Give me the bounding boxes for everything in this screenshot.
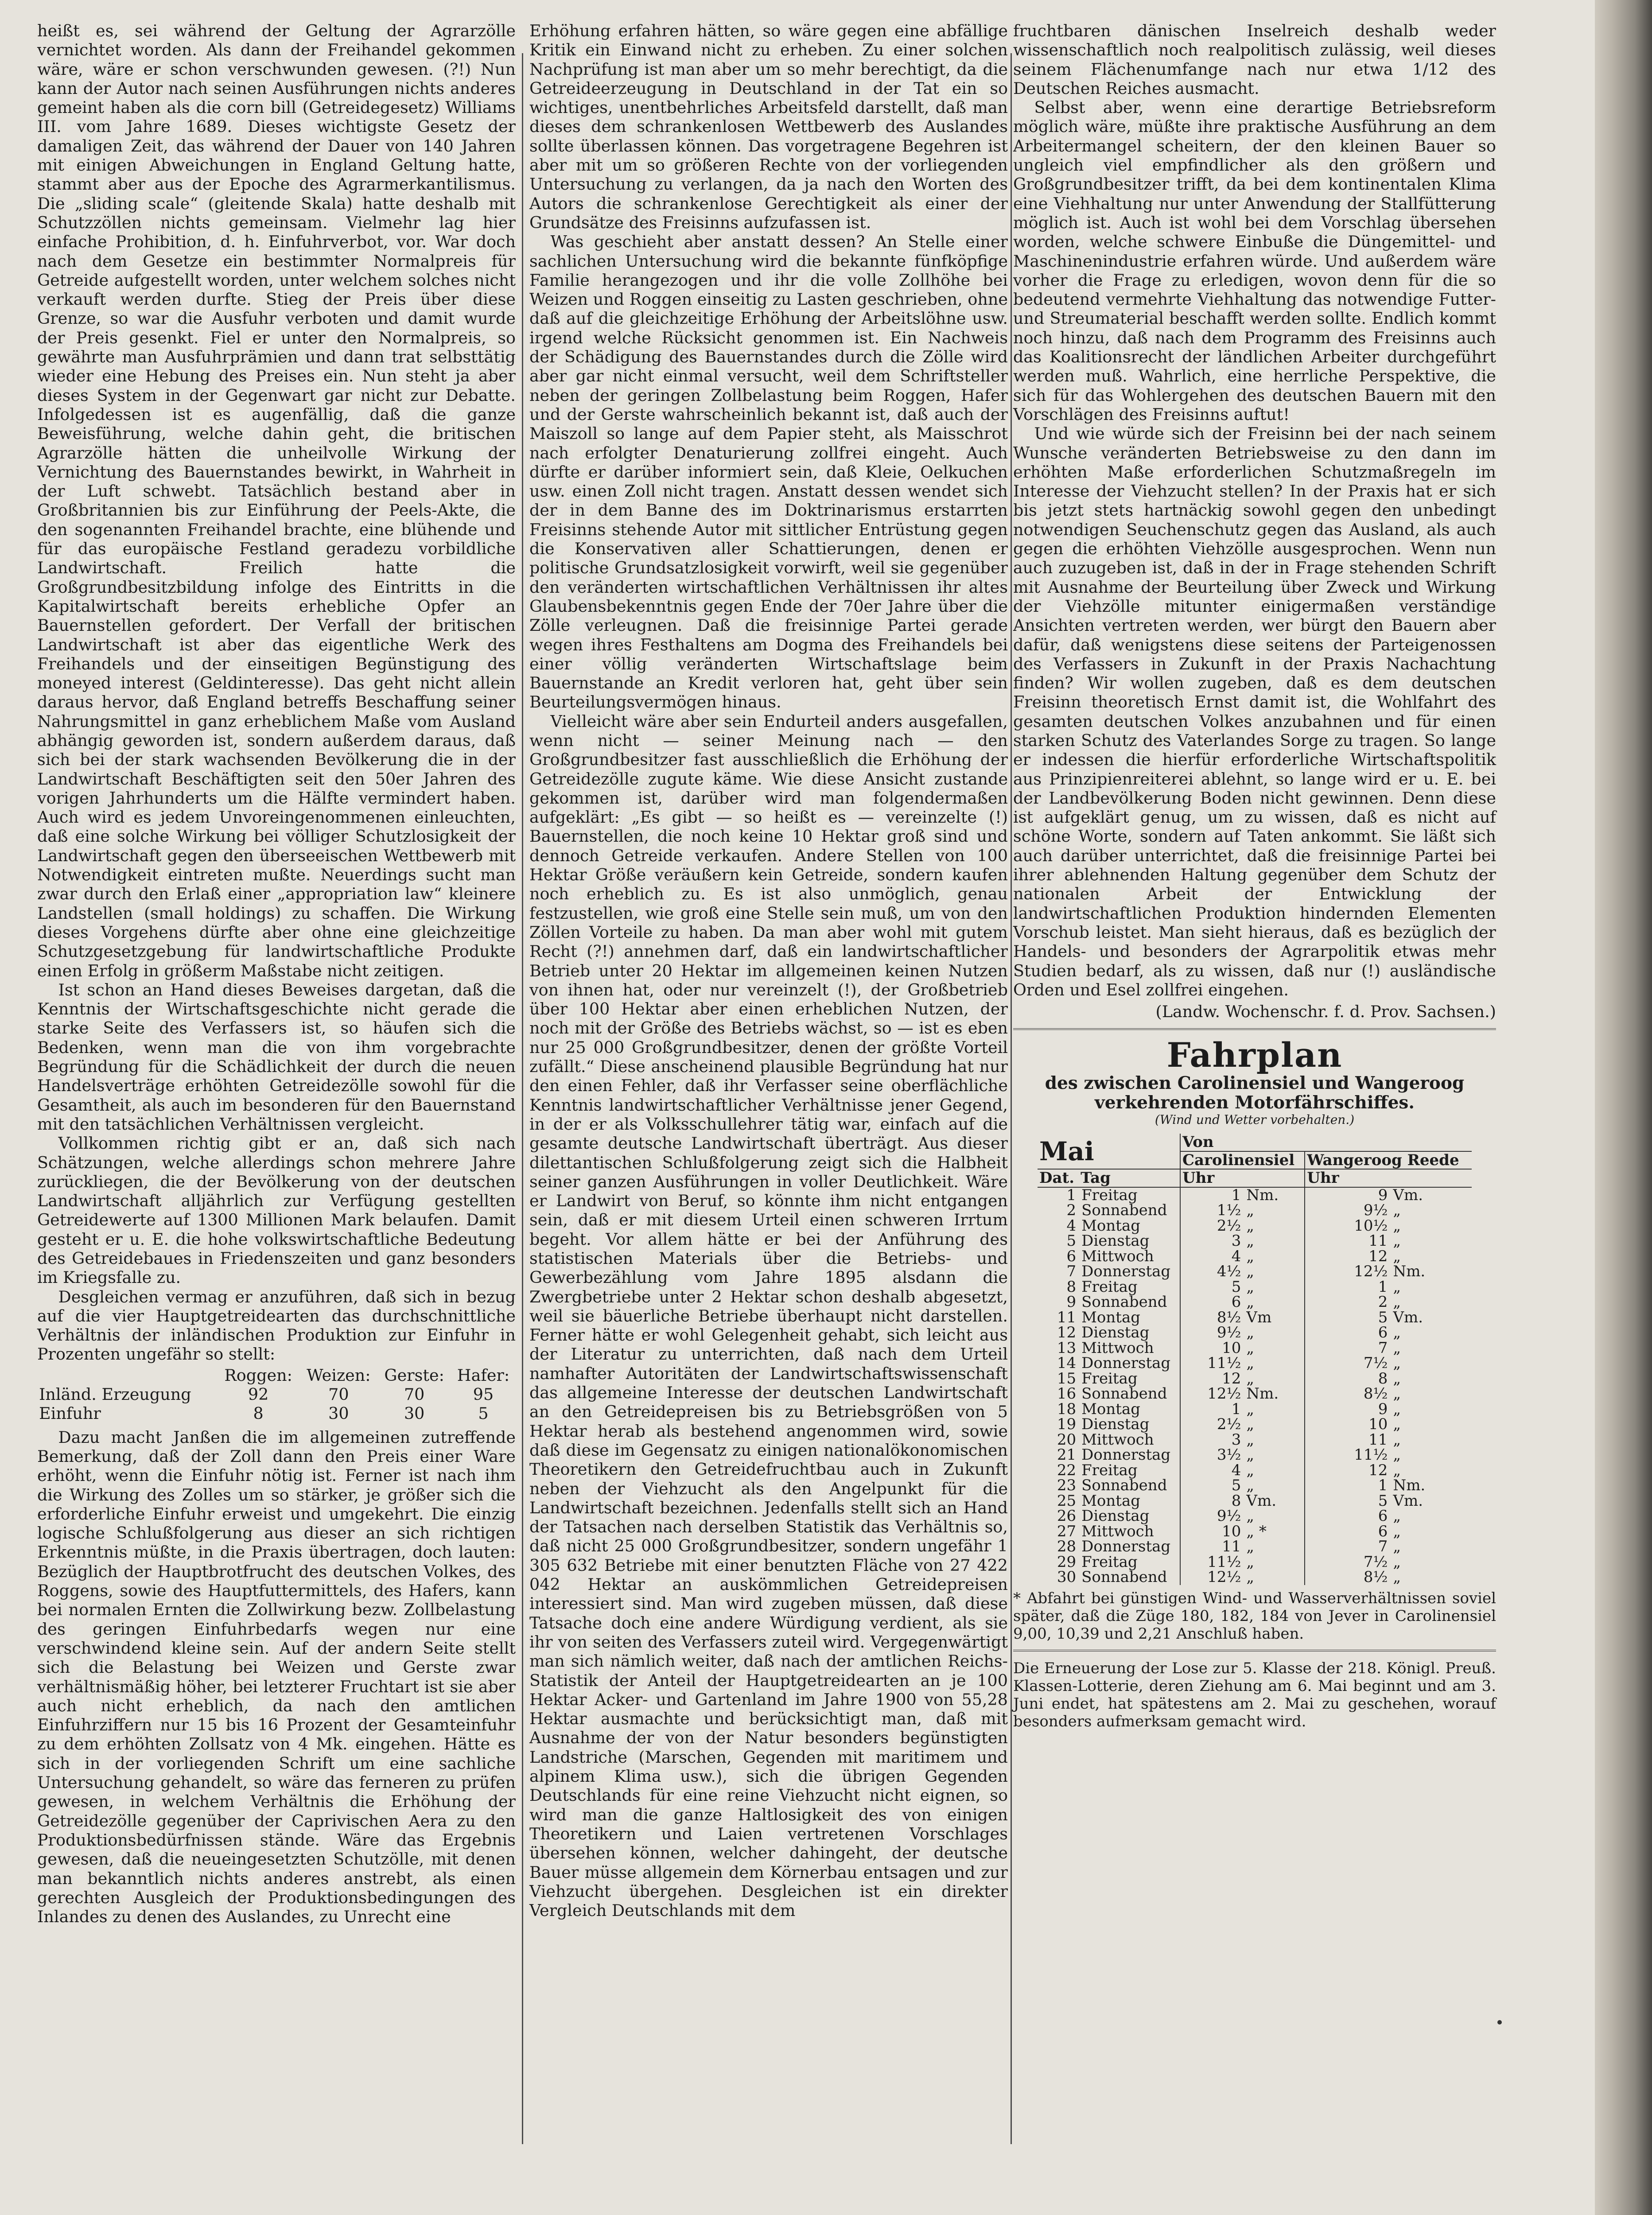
carolinensiel-heading: Carolinensiel	[1180, 1151, 1305, 1170]
date-cell: 19	[1057, 1415, 1077, 1434]
carolinensiel-period: „	[1246, 1339, 1255, 1357]
wangeroog-period: „	[1393, 1324, 1401, 1342]
table-row	[37, 1385, 516, 1404]
wangeroog-period: Vm.	[1393, 1308, 1423, 1326]
timetable-row	[1038, 1218, 1472, 1234]
wangeroog-time: 10	[1305, 1417, 1390, 1432]
carolinensiel-time: 3	[1180, 1233, 1244, 1249]
wangeroog-period: „	[1393, 1446, 1401, 1464]
header-cell: Hafer:	[457, 1365, 510, 1385]
wangeroog-period: „	[1393, 1354, 1401, 1372]
production-import-table	[37, 1366, 516, 1423]
timetable-row	[1038, 1356, 1472, 1371]
carolinensiel-time: 2½	[1180, 1417, 1244, 1432]
carolinensiel-time: 11½	[1180, 1554, 1244, 1570]
wangeroog-period: „	[1393, 1568, 1401, 1586]
timetable-row	[1038, 1203, 1472, 1218]
day-cell: Freitag	[1081, 1186, 1138, 1204]
wangeroog-time: 9½	[1305, 1203, 1390, 1218]
day-cell: Dienstag	[1081, 1232, 1150, 1250]
carolinensiel-period: Nm.	[1246, 1186, 1279, 1204]
von-heading: Von	[1180, 1134, 1472, 1151]
table-cell: 30	[404, 1404, 425, 1423]
timetable-row	[1038, 1478, 1472, 1493]
carolinensiel-time: 12½	[1180, 1386, 1244, 1402]
time-heading: Uhr	[1180, 1169, 1305, 1187]
carolinensiel-period: „	[1246, 1354, 1255, 1372]
timetable-table	[1038, 1134, 1472, 1585]
carolinensiel-period: „	[1246, 1568, 1255, 1586]
carolinensiel-period: „	[1246, 1538, 1255, 1556]
timetable-row	[1038, 1402, 1472, 1417]
wangeroog-time: 1	[1305, 1279, 1390, 1295]
paragraph: Erhöhung erfahren hätten, so wäre gegen eine abfällige Kritik ein Einwand nicht zu erheben. Zu einer solchen Nachprüfung ist man aber um so mehr berechtigt, da die Getreideerzeugung in Deutschland in der Tat ein so wichtiges, unentbehrliches Arbeitsfeld darstellt, daß man dieses dem schrankenlosen Wettbewerb des Auslandes sollte überlassen können. Das vorgetragene Begehren ist aber mit um so größeren Rechte von der vorliegenden Untersuchung zu verlangen, da ja nach den Worten des Autors die schrankenlose Gerechtigkeit als einer der Grundsätze des Freisinns aufzufassen ist.	[529, 21, 1008, 232]
carolinensiel-time: 10	[1180, 1341, 1244, 1356]
date-cell: 2	[1066, 1201, 1077, 1220]
timetable-row	[1038, 1524, 1472, 1539]
date-cell: 5	[1066, 1232, 1077, 1250]
date-cell: 28	[1057, 1538, 1077, 1556]
date-cell: 11	[1057, 1308, 1077, 1326]
carolinensiel-period: „	[1246, 1324, 1255, 1342]
carolinensiel-time: 1	[1180, 1402, 1244, 1417]
carolinensiel-period: „	[1246, 1446, 1255, 1464]
date-cell: 1	[1066, 1186, 1077, 1204]
carolinensiel-time: 5	[1180, 1478, 1244, 1493]
table-header-row	[37, 1366, 516, 1385]
carolinensiel-period: „	[1246, 1293, 1255, 1311]
column-rule	[1011, 53, 1012, 2144]
header-cell: Weizen:	[307, 1365, 371, 1385]
timetable-row	[1038, 1432, 1472, 1448]
carolinensiel-period: Vm	[1246, 1308, 1272, 1326]
carolinensiel-period: Nm.	[1246, 1385, 1279, 1403]
column-left	[37, 21, 516, 1926]
table-cell: 95	[473, 1385, 494, 1404]
wangeroog-time: 12	[1305, 1249, 1390, 1264]
day-cell: Montag	[1081, 1492, 1140, 1510]
ink-spot	[1497, 2020, 1502, 2025]
timetable-row	[1038, 1554, 1472, 1570]
timetable-row	[1038, 1386, 1472, 1402]
timetable-row	[1038, 1294, 1472, 1310]
wangeroog-time: 11	[1305, 1432, 1390, 1448]
date-cell: 13	[1057, 1339, 1077, 1357]
timetable-note: (Wind und Wetter vorbehalten.)	[1154, 1112, 1355, 1127]
date-cell: 4	[1066, 1216, 1077, 1235]
timetable-row	[1038, 1310, 1472, 1325]
timetable-row	[1038, 1279, 1472, 1295]
wangeroog-period: „	[1393, 1400, 1401, 1418]
date-cell: 21	[1057, 1446, 1077, 1464]
date-cell: 25	[1057, 1492, 1077, 1510]
column-right	[1013, 21, 1496, 1730]
wangeroog-period: „	[1393, 1201, 1401, 1220]
carolinensiel-period: „	[1246, 1232, 1255, 1250]
carolinensiel-period: „	[1246, 1369, 1255, 1387]
wangeroog-period: Vm.	[1393, 1492, 1423, 1510]
day-cell: Mittwoch	[1081, 1522, 1154, 1540]
day-cell: Sonnabend	[1081, 1477, 1167, 1495]
date-cell: 26	[1057, 1507, 1077, 1525]
table-cell: 70	[328, 1385, 349, 1404]
header-cell: Roggen:	[224, 1365, 292, 1385]
wangeroog-period: „	[1393, 1339, 1401, 1357]
wangeroog-heading: Wangeroog Reede	[1305, 1151, 1472, 1170]
source-citation: (Landw. Wochenschr. f. d. Prov. Sachsen.)	[1155, 1002, 1496, 1022]
date-cell: 8	[1066, 1278, 1077, 1296]
timetable-footnote: * Abfahrt bei günstigen Wind- und Wasserverhältnissen soviel später, daß die Züge 180, 182, 184 von Jever in Carolinensiel 9,00, 10,39 und 2,21 Anschluß haben.	[1013, 1589, 1496, 1643]
wangeroog-time: 5	[1305, 1493, 1390, 1509]
timetable-row	[1038, 1508, 1472, 1524]
wangeroog-time: 11½	[1305, 1447, 1390, 1463]
day-cell: Donnerstag	[1081, 1446, 1171, 1464]
date-cell: 6	[1066, 1247, 1077, 1265]
carolinensiel-period: „	[1246, 1216, 1255, 1235]
day-cell: Freitag	[1081, 1278, 1138, 1296]
day-cell: Sonnabend	[1081, 1385, 1167, 1403]
wangeroog-time: 1	[1305, 1478, 1390, 1493]
carolinensiel-time: 4½	[1180, 1264, 1244, 1279]
table-cell: 92	[248, 1385, 269, 1404]
wangeroog-time: 12	[1305, 1463, 1390, 1478]
wangeroog-period: „	[1393, 1247, 1401, 1265]
row-label: Inländ. Erzeugung	[39, 1385, 191, 1404]
timetable-row	[1038, 1493, 1472, 1509]
day-cell: Freitag	[1081, 1553, 1138, 1571]
carolinensiel-time: 12½	[1180, 1570, 1244, 1585]
carolinensiel-period: Vm.	[1246, 1492, 1277, 1510]
carolinensiel-period: „	[1246, 1263, 1255, 1281]
month-heading: Mai	[1038, 1134, 1180, 1169]
day-cell: Mittwoch	[1081, 1339, 1154, 1357]
day-cell: Sonnabend	[1081, 1568, 1167, 1586]
carolinensiel-time: 10	[1180, 1524, 1244, 1539]
wangeroog-time: 10½	[1305, 1218, 1390, 1234]
day-cell: Sonnabend	[1081, 1201, 1167, 1220]
wangeroog-time: 7½	[1305, 1554, 1390, 1570]
timetable-subtitle: des zwischen Carolinensiel und Wangeroog	[1045, 1073, 1465, 1094]
column-rule	[522, 53, 523, 2144]
timetable-subtitle: verkehrenden Motorfährschiffes.	[1095, 1092, 1415, 1113]
timetable-row	[1038, 1417, 1472, 1432]
carolinensiel-time: 2½	[1180, 1218, 1244, 1234]
wangeroog-period: „	[1393, 1461, 1401, 1479]
wangeroog-time: 8½	[1305, 1386, 1390, 1402]
paragraph: Selbst aber, wenn eine derartige Betriebsreform möglich wäre, müßte ihre praktische Ausführung an dem Arbeitermangel scheitern, der den kleinen Bauer so ungleich viel empfindlicher als den größern und Großgrundbesitzer trifft, da bei dem kontinentalen Klima eine Viehhaltung nur unter Anwendung der Stallfütterung möglich ist. Auch ist wohl bei dem Vorschlag übersehen worden, welche schwere Einbuße die Düngemittel- und Maschinenindustrie erfahren würde. Und außerdem wäre vorher die Frage zu erledigen, wovon denn für die so bedeutend vermehrte Viehhaltung das notwendige Futter- und Streumaterial beschafft werden sollte. Endlich kommt noch hinzu, daß nach dem Programm des Freisinns auch das Koalitionsrecht der ländlichen Arbeiter durchgeführt werden muß. Wahrlich, eine herrliche Perspektive, die sich für das Wohlergehen des deutschen Bauern mit den Vorschlägen des Freisinns auftut!	[1013, 98, 1496, 424]
timetable-row	[1038, 1264, 1472, 1279]
wangeroog-period: „	[1393, 1538, 1401, 1556]
date-cell: 18	[1057, 1400, 1077, 1418]
wangeroog-time: 5	[1305, 1310, 1390, 1325]
page-edge	[1595, 0, 1652, 2215]
day-cell: Freitag	[1081, 1369, 1138, 1387]
carolinensiel-period: „	[1246, 1247, 1255, 1265]
timetable-body	[1038, 1187, 1472, 1585]
date-cell: 27	[1057, 1522, 1077, 1540]
timetable-row	[1038, 1325, 1472, 1341]
row-label: Einfuhr	[39, 1404, 101, 1423]
day-cell: Donnerstag	[1081, 1538, 1171, 1556]
date-cell: 20	[1057, 1430, 1077, 1449]
wangeroog-period: „	[1393, 1385, 1401, 1403]
wangeroog-period: „	[1393, 1430, 1401, 1449]
table-cell: 70	[404, 1385, 425, 1404]
carolinensiel-time: 11½	[1180, 1356, 1244, 1371]
carolinensiel-time: 1	[1180, 1187, 1244, 1203]
carolinensiel-period: „	[1246, 1507, 1255, 1525]
timetable-row	[1038, 1249, 1472, 1264]
wangeroog-period: „	[1393, 1216, 1401, 1235]
carolinensiel-time: 12	[1180, 1371, 1244, 1387]
date-cell: 22	[1057, 1461, 1077, 1479]
table-row	[37, 1404, 516, 1423]
table-cell: 5	[478, 1404, 489, 1423]
paragraph: Desgleichen vermag er anzuführen, daß sich in bezug auf die vier Hauptgetreidearten das durchschnittliche Verhältnis der inländischen Produktion zur Einfuhr in Prozenten ungefähr so stellt:	[37, 1287, 516, 1364]
carolinensiel-time: 6	[1180, 1294, 1244, 1310]
timetable-row	[1038, 1447, 1472, 1463]
wangeroog-time: 8	[1305, 1371, 1390, 1387]
day-cell: Montag	[1081, 1216, 1140, 1235]
wangeroog-period: „	[1393, 1293, 1401, 1311]
timetable-row	[1038, 1570, 1472, 1585]
day-cell: Freitag	[1081, 1461, 1138, 1479]
wangeroog-period: „	[1393, 1369, 1401, 1387]
lottery-notice: Die Erneuerung der Lose zur 5. Klasse der 218. Königl. Preuß. Klassen-Lotterie, deren Ziehung am 6. Mai beginnt und am 3. Juni endet, hat spätestens am 2. Mai zu geschehen, worauf besonders aufmerksam gemacht wird.	[1013, 1659, 1496, 1730]
day-cell: Dienstag	[1081, 1507, 1150, 1525]
table-cell: 30	[328, 1404, 349, 1423]
carolinensiel-period: „	[1246, 1400, 1255, 1418]
wangeroog-period: „	[1393, 1553, 1401, 1571]
wangeroog-period: Nm.	[1393, 1263, 1426, 1281]
carolinensiel-time: 1½	[1180, 1203, 1244, 1218]
wangeroog-period: „	[1393, 1232, 1401, 1250]
wangeroog-time: 6	[1305, 1524, 1390, 1539]
section-divider	[1013, 1028, 1496, 1030]
wangeroog-time: 6	[1305, 1325, 1390, 1341]
timetable-row	[1038, 1463, 1472, 1478]
paragraph: Vollkommen richtig gibt er an, daß sich nach Schätzungen, welche allerdings schon mehrere Jahre zurückliegen, die der Bevölkerung von der deutschen Landwirtschaft alljährlich zur Verfügung gestellten Getreidewerte auf 1300 Millionen Mark belaufen. Damit gesteht er u. E. die hohe volkswirtschaftliche Bedeutung des Getreidebaues in Friedenszeiten und ganz besonders im Kriegsfalle zu.	[37, 1134, 516, 1287]
carolinensiel-period: „	[1246, 1415, 1255, 1434]
carolinensiel-period: „	[1246, 1201, 1255, 1220]
day-cell: Dienstag	[1081, 1415, 1150, 1434]
timetable-row	[1038, 1371, 1472, 1387]
carolinensiel-time: 4	[1180, 1249, 1244, 1264]
header-cell: Gerste:	[384, 1365, 444, 1385]
wangeroog-time: 7½	[1305, 1356, 1390, 1371]
date-cell: 14	[1057, 1354, 1077, 1372]
day-cell: Mittwoch	[1081, 1247, 1154, 1265]
carolinensiel-time: 11	[1180, 1539, 1244, 1554]
day-cell: Dienstag	[1081, 1324, 1150, 1342]
paragraph: Ist schon an Hand dieses Beweises dargetan, daß die Kenntnis der Wirtschaftsgeschichte nicht gerade die starke Seite des Verfassers ist, so häufen sich die Bedenken, wenn man die von ihm vorgebrachte Begründung für die Schädlichkeit der durch die neuen Handelsverträge erhöhten Getreidezölle sowohl für die Gesamtheit, als auch im besonderen für den Bauernstand mit den tatsächlichen Verhältnissen vergleicht.	[37, 980, 516, 1134]
timetable-title: Fahrplan	[1166, 1035, 1343, 1075]
carolinensiel-time: 8	[1180, 1493, 1244, 1509]
date-cell: 29	[1057, 1553, 1077, 1571]
paragraph: Dazu macht Janßen die im allgemeinen zutreffende Bemerkung, daß der Zoll dann den Preis einer Ware erhöht, wenn die Einfuhr nötig ist. Ferner ist nach ihm die Wirkung des Zolles um so stärker, je größer sich die erforderliche Einfuhr erweist und umgekehrt. Die einzig logische Schlußfolgerung aus dieser an sich richtigen Erkenntnis müßte, in die Praxis übertragen, doch lauten: Bezüglich der Hauptbrotfrucht des deutschen Volkes, des Roggens, sowie des Hauptfuttermittels, des Hafers, kann bei normalen Ernten die Zollwirkung bezw. Zollbelastung des geringen Einfuhrbedarfs wegen nur eine verschwindend kleine sein. Auf der andern Seite stellt sich die Belastung bei Weizen und Gerste zwar verhältnismäßig höher, bei letzterer Fruchtart ist sie aber auch nicht erheblich, da nach den amtlichen Einfuhrziffern nur 15 bis 16 Prozent der Gesamteinfuhr zu dem erhöhten Zollsatz von 4 Mk. eingehen. Hätte es sich in der vorliegenden Schrift um eine sachliche Untersuchung gehandelt, so wäre das ferneren zu prüfen gewesen, in welchem Verhältnis die Erhöhung der Getreidezölle gegenüber der Caprivischen Aera zu den Produktionsbedürfnissen stände. Wäre das Ergebnis gewesen, daß die neueingesetzten Schutzölle, mit denen man bekanntlich nichts anderes anstrebt, als einen gerechten Ausgleich der Produktionsbedingungen des Inlandes zu denen des Auslandes, zu Unrecht eine	[37, 1427, 516, 1927]
timetable-row	[1038, 1341, 1472, 1356]
date-heading: Dat.	[1038, 1169, 1079, 1187]
wangeroog-time: 7	[1305, 1341, 1390, 1356]
timetable-row	[1038, 1539, 1472, 1554]
wangeroog-period: „	[1393, 1278, 1401, 1296]
carolinensiel-time: 3	[1180, 1432, 1244, 1448]
wangeroog-time: 9	[1305, 1402, 1390, 1417]
timetable-row	[1038, 1233, 1472, 1249]
wangeroog-time: 12½	[1305, 1264, 1390, 1279]
carolinensiel-time: 4	[1180, 1463, 1244, 1478]
wangeroog-period: „	[1393, 1522, 1401, 1540]
wangeroog-time: 9	[1305, 1187, 1390, 1203]
column-middle	[529, 21, 1008, 1920]
date-cell: 15	[1057, 1369, 1077, 1387]
time-heading: Uhr	[1305, 1169, 1472, 1187]
wangeroog-period: Nm.	[1393, 1477, 1426, 1495]
carolinensiel-time: 8½	[1180, 1310, 1244, 1325]
carolinensiel-time: 9½	[1180, 1325, 1244, 1341]
wangeroog-time: 6	[1305, 1508, 1390, 1524]
wangeroog-time: 2	[1305, 1294, 1390, 1310]
ferry-timetable	[1013, 1037, 1496, 1643]
carolinensiel-time: 3½	[1180, 1447, 1244, 1463]
day-heading: Tag	[1079, 1169, 1180, 1187]
paragraph: heißt es, sei während der Geltung der Agrarzölle vernichtet worden. Als dann der Freihandel gekommen wäre, wäre er schon verschwunden gewesen. (?!) Nun kann der Autor nach seinen Ausführungen nichts anderes gemeint haben als die corn bill (Getreidegesetz) Williams III. vom Jahre 1689. Dieses wichtigste Gesetz der damaligen Zeit, das während der Dauer von 140 Jahren mit einigen Abweichungen in England Geltung hatte, stammt aber aus der Epoche des Agrarmerkantilismus. Die „sliding scale“ (gleitende Skala) hatte deshalb mit Schutzzöllen nichts gemeinsam. Vielmehr lag hier einfache Prohibition, d. h. Einfuhrverbot, vor. War doch nach dem Gesetze ein bestimmter Normalpreis für Getreide aufgestellt worden, unter welchem solches nicht verkauft werden durfte. Stieg der Preis über diese Grenze, so war die Ausfuhr verboten und damit wurde der Preis gesenkt. Fiel er unter den Normalpreis, so gewährte man Ausfuhrprämien und dann trat selbsttätig wieder eine Hebung des Preises ein. Nun steht ja aber dieses System in der Gegenwart gar nicht zur Debatte. Infolgedessen ist es augenfällig, daß die ganze Beweisführung, welche dahin geht, die britischen Agrarzölle hätten die unheilvolle Wirkung der Vernichtung des Bauernstandes bewirkt, in Wahrheit in der Luft schwebt. Tatsächlich bestand aber in Großbritannien bis zur Einführung der Peels-Akte, die den sogenannten Freihandel brachte, eine blühende und für das europäische Festland geradezu vorbildliche Landwirtschaft. Freilich hatte die Großgrundbesitzbildung infolge des Eintritts in die Kapitalwirtschaft bereits erhebliche Opfer an Bauernstellen gefordert. Der Verfall der britischen Landwirtschaft ist aber das eigentliche Werk des Freihandels und der einseitigen Begünstigung des moneyed interest (Geldinteresse). Das geht nicht allein daraus hervor, daß England betreffs Beschaffung seiner Nahrungsmittel in ganz erheblichem Maße vom Ausland abhängig geworden ist, sondern außerdem daraus, daß sich bei der stark wachsenden Bevölkerung die in der Landwirtschaft Beschäftigten seit den 50er Jahren des vorigen Jahrhunderts um die Hälfte vermindert haben. Auch wird es jedem Unvoreingenommenen einleuchten, daß eine solche Wirkung bei völliger Schutzlosigkeit der Landwirtschaft gegen den überseeischen Wettbewerb mit Notwendigkeit eintreten mußte. Neuerdings sucht man zwar durch den Erlaß einer „appropriation law“ kleinere Landstellen (small holdings) zu schaffen. Die Wirkung dieses Vorgehens dürfte aber ohne eine gleichzeitige Schutzgesetzgebung für landwirtschaftliche Produkte einen Erfolg in größerm Maßstabe nicht zeitigen.	[37, 21, 516, 980]
paragraph: Vielleicht wäre aber sein Endurteil anders ausgefallen, wenn nicht — seiner Meinung nach — den Großgrundbesitzer fast ausschließlich die Erhöhung der Getreidezölle zugute käme. Wie diese Ansicht zustande gekommen ist, darüber wird man folgendermaßen aufgeklärt: „Es gibt — so heißt es — vereinzelte (!) Bauernstellen, die noch keine 10 Hektar groß sind und dennoch Getreide verkaufen. Andere Stellen von 100 Hektar Größe veräußern kein Getreide, sondern kaufen noch erheblich zu. Es ist also unmöglich, genau festzustellen, wie groß eine Stelle sein muß, um von den Zöllen Vorteile zu haben. Da man aber wohl mit gutem Recht (?!) annehmen darf, daß ein landwirtschaftlicher Betrieb unter 20 Hektar im allgemeinen keinen Nutzen von ihnen hat, oder nur vereinzelt (!), der Großbetrieb über 100 Hektar aber einen erheblichen Nutzen, der noch mit der Größe des Betriebs wächst, so — ist es eben nur 25 000 Großgrundbesitzer, denen der größte Vorteil zufällt.“ Diese anscheinend plausible Begründung hat nur den einen Fehler, daß ihr Verfasser seine oberflächliche Kenntnis landwirtschaftlicher Verhältnisse jener Gegend, in der er als Volksschullehrer tätig war, einfach auf die gesamte deutsche Landwirtschaft überträgt. Aus dieser dilettantischen Schlußfolgerung zeigt sich die Halbheit seiner ganzen Ausführungen in voller Deutlichkeit. Wäre er Landwirt von Beruf, so könnte ihm nicht entgangen sein, daß er mit diesem Urteil einen schweren Irrtum begeht. Vor allem hätte er bei der Anführung des statistischen Materials über die Betriebs- und Gewerbezählung vom Jahre 1895 alsdann die Zwergbetriebe unter 2 Hektar schon deshalb abgesetzt, weil sie bäuerliche Betriebe überhaupt nicht darstellen. Ferner hätte er wohl Gelegenheit gehabt, sich leicht aus der Literatur zu unterrichten, daß nach dem Urteil namhafter Autoritäten der Landwirtschaftswissenschaft das allgemeine Interesse der deutschen Landwirtschaft an den Getreidepreisen bis zu Betriebsgrößen von 5 Hektar herab als bestehend angenommen wird, sowie daß diese im Gegensatz zu einigen nationalökonomischen Theoretikern den Getreidefruchtbau auch in Zukunft neben der Viehzucht als den Angelpunkt für die Landwirtschaft bezeichnen. Jedenfalls stellt sich an Hand der Tatsachen nach derselben Statistik das Verhältnis so, daß nicht 25 000 Großgrundbesitzer, sondern ungefähr 1 305 632 Betriebe mit einer benutzten Fläche von 27 422 042 Hektar an auskömmlichen Getreidepreisen interessiert sind. Man wird zugeben müssen, daß diese Tatsache doch eine andere Würdigung verdient, als sie ihr von seiten des Verfassers zuteil wird. Vergegenwärtigt man sich nämlich weiter, daß nach der amtlichen Reichs-Statistik der Anteil der Hauptgetreidearten an je 100 Hektar Acker- und Gartenland im Jahre 1900 von 55,28 Hektar ausmachte und berücksichtigt man, daß mit Ausnahme der von der Natur besonders begünstigten Landstriche (Marschen, Gegenden mit maritimem und alpinem Klima usw.), sich die übrigen Gegenden Deutschlands für eine reine Viehzucht nicht eignen, so wird man die ganze Haltlosigkeit des von einigen Theoretikern und Laien vertretenen Vorschlages übersehen können, welcher dahingeht, der deutsche Bauer müsse allgemein dem Körnerbau entsagen und zur Viehzucht übergehen. Desgleichen ist ein direkter Vergleich Deutschlands mit dem	[529, 711, 1008, 1920]
date-cell: 23	[1057, 1477, 1077, 1495]
wangeroog-period: „	[1393, 1415, 1401, 1434]
paragraph: Und wie würde sich der Freisinn bei der nach seinem Wunsche veränderten Betriebsweise zu den dann im erhöhten Maße erforderlichen Schutzmaßregeln im Interesse der Viehzucht stellen? In der Praxis hat er sich bis jetzt stets hartnäckig sowohl gegen den unbedingt notwendigen Seuchenschutz gegen das Ausland, als auch gegen die erhöhten Viehzölle ausgesprochen. Wenn nun auch zuzugeben ist, daß in der in Frage stehenden Schrift mit Ausnahme der Beurteilung über Zweck und Wirkung der Viehzölle mitunter einigermaßen verständige Ansichten vertreten werden, wer bürgt den Bauern aber dafür, daß wenigstens diese seitens der Parteigenossen des Verfassers in Zukunft in der Praxis Nachachtung finden? Wir wollen zugeben, daß es dem deutschen Freisinn theoretisch Ernst damit ist, die Wohlfahrt des gesamten deutschen Volkes anzubahnen und für einen starken Schutz des Vaterlandes Sorge zu tragen. So lange er indessen die hierfür erforderliche Wirtschaftspolitik aus Prinzipienreiterei ablehnt, so lange wird er u. E. bei der Landbevölkerung Boden nicht gewinnen. Denn diese ist aufgeklärt genug, um zu wissen, daß es nicht auf schöne Worte, sondern auf Taten ankommt. Sie läßt sich auch darüber unterrichtet, daß die freisinnige Partei bei ihrer ablehnenden Haltung gegenüber dem Schutz der nationalen Arbeit der Entwicklung der landwirtschaftlichen Produktion hindernden Elementen Vorschub leistet. Man sieht hieraus, daß es bezüglich der Handels- und besonders der Agrarpolitik etwas mehr Studien bedarf, als zu wissen, daß nur (!) ausländische Orden und Esel zollfrei eingehen.	[1013, 424, 1496, 999]
wangeroog-time: 8½	[1305, 1570, 1390, 1585]
wangeroog-period: Vm.	[1393, 1186, 1423, 1204]
wangeroog-time: 11	[1305, 1233, 1390, 1249]
carolinensiel-period: „	[1246, 1461, 1255, 1479]
wangeroog-period: „	[1393, 1507, 1401, 1525]
section-divider	[1013, 1650, 1496, 1652]
date-cell: 30	[1057, 1568, 1077, 1586]
carolinensiel-time: 9½	[1180, 1508, 1244, 1524]
date-cell: 12	[1057, 1324, 1077, 1342]
carolinensiel-period: „	[1246, 1477, 1255, 1495]
carolinensiel-time: 5	[1180, 1279, 1244, 1295]
paragraph: Was geschieht aber anstatt dessen? An Stelle einer sachlichen Untersuchung wird die bekannte fünfköpfige Familie herangezogen und ihr die volle Zollhöhe bei Weizen und Roggen einseitig zu Lasten geschrieben, ohne daß auf die gleichzeitige Erhöhung der Arbeitslöhne usw. irgend welche Rücksicht genommen ist. Ein Nachweis der Schädigung des Bauernstandes durch die Zölle wird aber gar nicht einmal versucht, weil dem Schriftsteller neben der geringen Zollbelastung beim Roggen, Hafer und der Gerste wahrscheinlich bekannt ist, daß auch der Maiszoll so lange auf dem Papier steht, als Maisschrot nach erfolgter Denaturierung zollfrei eingeht. Auch dürfte er darüber informiert sein, daß Kleie, Oelkuchen usw. einen Zoll nicht tragen. Anstatt dessen wendet sich der in dem Banne des im Doktrinarismus erstarrten Freisinns stehende Autor mit sittlicher Entrüstung gegen die Konservativen aller Schattierungen, denen er politische Grundsatzlosigkeit vorwirft, weil sie gegenüber den veränderten wirtschaftlichen Verhältnissen ihr altes Glaubensbekenntnis gegen Ende der 70er Jahre über die Zölle verleugnen. Daß die freisinnige Partei gerade wegen ihres Festhaltens am Dogma des Freihandels bei einer völlig veränderten Wirtschaftslage beim Bauernstande an Kredit verloren hat, geht über sein Beurteilungsvermögen hinaus.	[529, 232, 1008, 712]
day-cell: Montag	[1081, 1400, 1140, 1418]
day-cell: Donnerstag	[1081, 1354, 1171, 1372]
wangeroog-time: 7	[1305, 1539, 1390, 1554]
date-cell: 16	[1057, 1385, 1077, 1403]
date-cell: 7	[1066, 1263, 1077, 1281]
paragraph: fruchtbaren dänischen Inselreich deshalb weder wissenschaftlich noch realpolitisch zulässig, weil dieses seinem Flächenumfange nach nur etwa 1/12 des Deutschen Reiches ausmacht.	[1013, 21, 1496, 98]
carolinensiel-period: „	[1246, 1278, 1255, 1296]
carolinensiel-period: „	[1246, 1553, 1255, 1571]
table-cell: 8	[253, 1404, 264, 1423]
day-cell: Donnerstag	[1081, 1263, 1171, 1281]
carolinensiel-period: „	[1246, 1430, 1255, 1449]
day-cell: Mittwoch	[1081, 1430, 1154, 1449]
day-cell: Sonnabend	[1081, 1293, 1167, 1311]
date-cell: 9	[1066, 1293, 1077, 1311]
day-cell: Montag	[1081, 1308, 1140, 1326]
timetable-row	[1038, 1187, 1472, 1203]
carolinensiel-period: „ *	[1246, 1522, 1267, 1540]
